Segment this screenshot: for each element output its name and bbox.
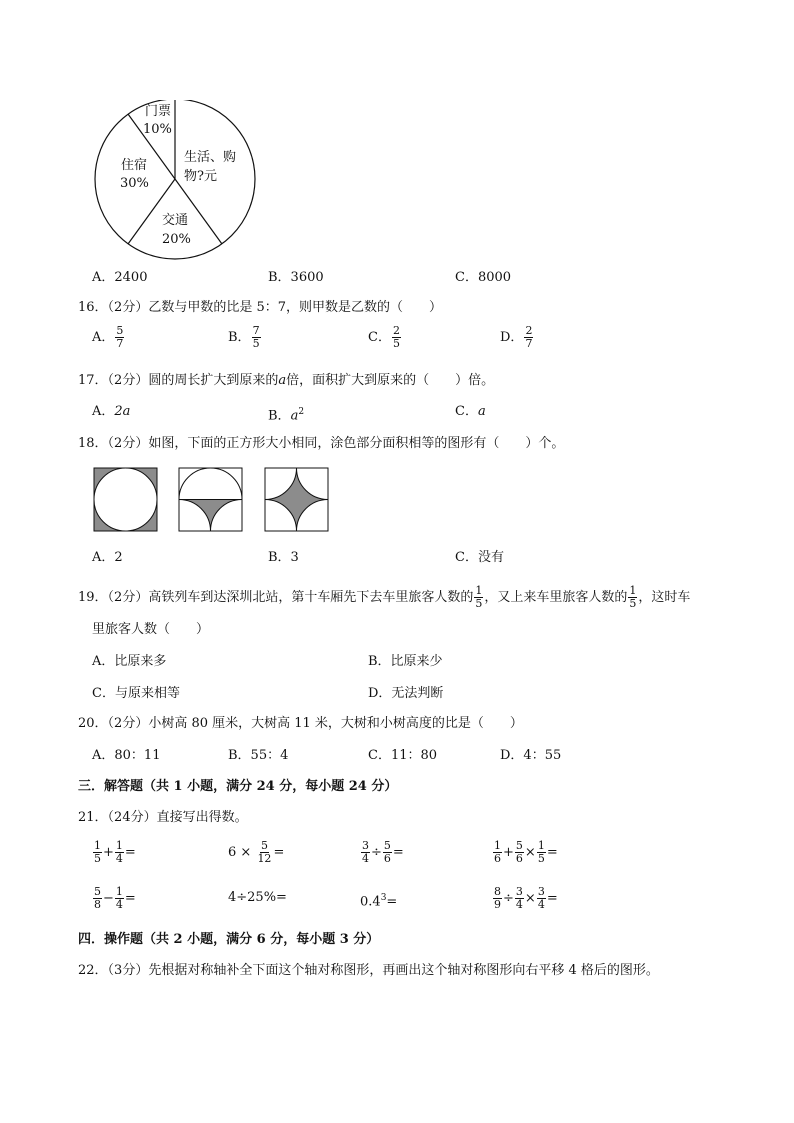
q17-option-a[interactable]: A．2a: [92, 404, 131, 419]
q21-expression-7: $0.4^3=$: [360, 893, 398, 910]
q21-expression-5: $\frac{5}{8}$ − $\frac{1}{4}$ =: [94, 885, 136, 911]
q21-expression-2: 6 × $\frac{5}{12}$ =: [228, 839, 285, 865]
q21-expression-4: $\frac{1}{6}$ + $\frac{5}{6}$ × $\frac{1}{5}$ =: [494, 839, 558, 865]
q20-option-c[interactable]: C．11：80: [368, 748, 438, 763]
q18-figure-1: [93, 467, 159, 533]
q16-option-d-label: D．: [500, 330, 524, 345]
q18-option-b[interactable]: B．3: [268, 550, 299, 565]
q20-option-b[interactable]: B．55：4: [228, 748, 289, 763]
q18-option-c[interactable]: C．没有: [455, 550, 504, 565]
q20-question: 20．（2分）小树高 80 厘米，大树高 11 米，大树和小树高度的比是（ ）: [78, 716, 523, 731]
section-3-heading: 三．解答题（共 1 小题，满分 24 分，每小题 24 分）: [78, 779, 398, 794]
q18-option-a[interactable]: A．2: [92, 550, 123, 565]
q16-option-b-label: B．: [228, 330, 251, 345]
q15-option-c[interactable]: C．8000: [455, 270, 512, 285]
q16-option-c-fraction: $\frac{2}{5}$: [392, 324, 400, 350]
pie-label-ticket: 门票: [145, 104, 172, 119]
q16-option-d[interactable]: [500, 325, 534, 350]
q17-question: 17．（2分）圆的周长扩大到原来的a倍，面积扩大到原来的（ ）倍。: [78, 373, 495, 388]
q16-option-b[interactable]: [228, 325, 262, 350]
figure-1-circle: [94, 468, 157, 531]
q17-option-b[interactable]: B．$a^2$: [268, 407, 305, 424]
pie-label-traffic: 交通: [162, 213, 189, 228]
q21-question: 21．（24分）直接写出得数。: [78, 810, 248, 825]
q15-option-a[interactable]: A．2400: [92, 270, 148, 285]
q19-fraction-2: $\frac{1}{5}$: [629, 584, 637, 610]
q16-option-a[interactable]: [92, 325, 125, 350]
q21-expression-6: 4÷25%=: [228, 890, 287, 905]
pie-pct-traffic: 20%: [162, 232, 191, 247]
q19-question-line1: 19．（2分）高铁列车到达深圳北站，第十车厢先下去车里旅客人数的 $\frac{1}{5}$ ，又上来车里旅客人数的 $\frac{1}{5}$ ，这时车: [78, 584, 691, 610]
q20-option-d[interactable]: D．4：55: [500, 748, 562, 763]
pie-pct-ticket: 10%: [143, 122, 172, 137]
q16-option-d-fraction: $\frac{2}{7}$: [525, 324, 533, 350]
q16-option-b-fraction: $\frac{7}{5}$: [252, 324, 260, 350]
q19-question-line2: 里旅客人数（ ）: [92, 622, 210, 637]
q21-expression-3: $\frac{3}{4}$ ÷ $\frac{5}{6}$ =: [362, 839, 404, 865]
q16-option-a-label: A．: [92, 330, 115, 345]
q16-option-a-fraction: $\frac{5}{7}$: [116, 324, 124, 350]
q22-question: 22．（3分）先根据对称轴补全下面这个轴对称图形，再画出这个轴对称图形向右平移 4 格后的图形。: [78, 963, 659, 978]
pie-label-living-2: 物?元: [184, 169, 217, 184]
q17-variable: a: [278, 373, 287, 388]
q19-fraction-1: $\frac{1}{5}$: [475, 584, 483, 610]
q19-option-c[interactable]: C．与原来相等: [92, 686, 180, 701]
q19-option-b[interactable]: B．比原来少: [368, 654, 443, 669]
q21-expression-1: $\frac{1}{5}$ + $\frac{1}{4}$ =: [94, 839, 136, 865]
q18-figure-3: [264, 467, 330, 533]
q18-figure-2: [178, 467, 244, 533]
q19-option-d[interactable]: D．无法判断: [368, 686, 444, 701]
q21-expression-8: $\frac{8}{9}$ ÷ $\frac{3}{4}$ × $\frac{3}{4}$ =: [494, 885, 558, 911]
pie-pct-lodging: 30%: [120, 176, 149, 191]
q20-option-a[interactable]: A．80：11: [92, 748, 161, 763]
q16-option-c[interactable]: [368, 325, 402, 350]
pie-label-living-1: 生活、购: [184, 150, 237, 165]
pie-label-lodging: 住宿: [121, 158, 148, 173]
q19-option-a[interactable]: A．比原来多: [92, 654, 167, 669]
q17-option-c[interactable]: C．a: [455, 404, 486, 419]
q18-question: 18．（2分）如图，下面的正方形大小相同，涂色部分面积相等的图形有（ ）个。: [78, 436, 565, 451]
section-4-heading: 四．操作题（共 2 小题，满分 6 分，每小题 3 分）: [78, 932, 380, 947]
q16-option-c-label: C．: [368, 330, 391, 345]
q15-option-b[interactable]: B．3600: [268, 270, 324, 285]
q16-question: 16．（2分）乙数与甲数的比是 5：7，则甲数是乙数的（ ）: [78, 300, 442, 315]
